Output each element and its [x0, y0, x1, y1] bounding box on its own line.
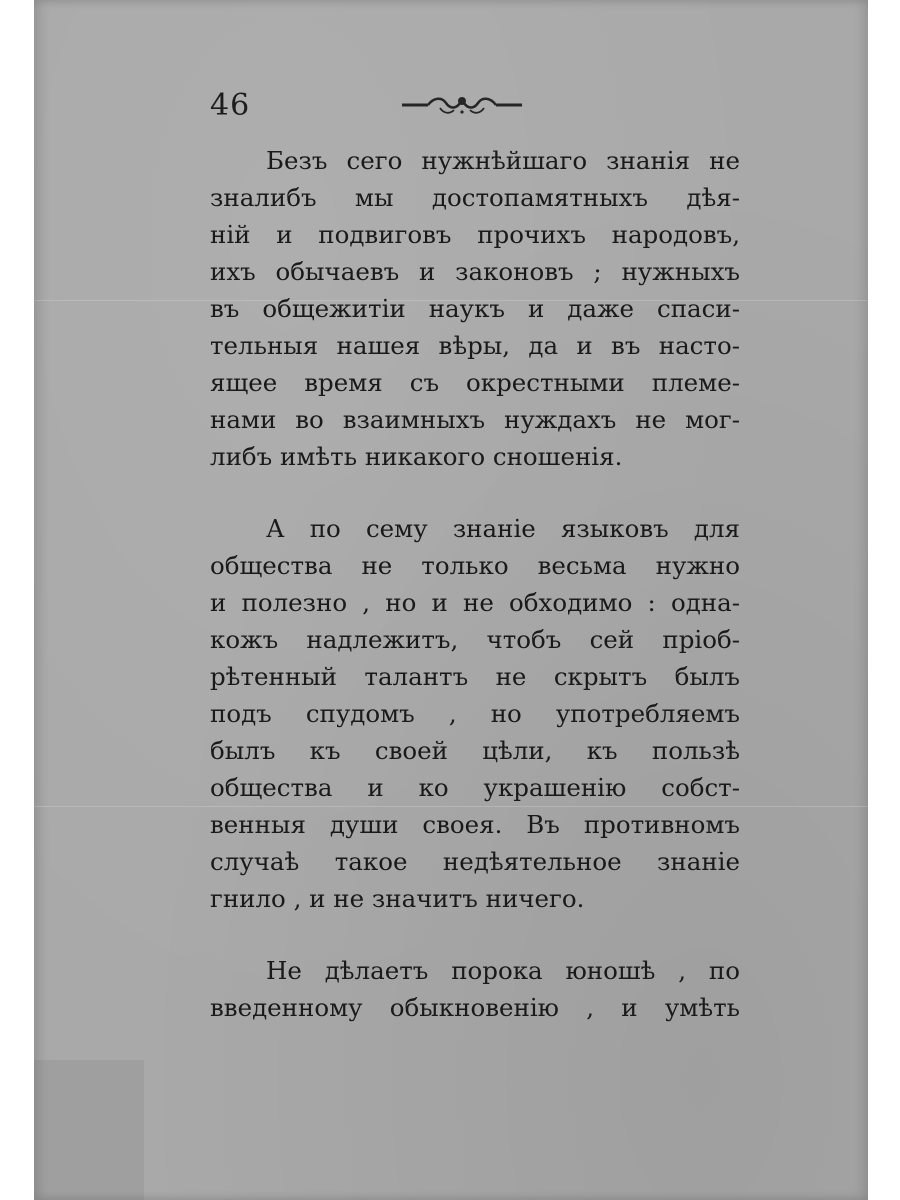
text-line: общества не только весьма нужно — [210, 551, 740, 580]
page-number: 46 — [210, 88, 251, 123]
text-line: ній и подвиговъ прочихъ народовъ, — [210, 220, 740, 249]
text-line: зналибъ мы достопамятныхъ дѣя- — [210, 183, 740, 212]
ornament-headpiece-icon — [400, 92, 524, 118]
text-line: въ общежитіи наукъ и даже спаси- — [210, 294, 740, 323]
paragraph — [210, 510, 740, 917]
text-line: А по сему знаніе языковъ для — [266, 514, 740, 543]
text-line: рѣтенный талантъ не скрытъ былъ — [210, 662, 740, 691]
text-line: гнило , и не значитъ ничего. — [210, 884, 585, 913]
text-line: случаѣ такое недѣятельное знаніе — [210, 847, 740, 876]
text-line: ящее время съ окрестными племе- — [210, 368, 740, 397]
text-line: общества и ко украшенію собст- — [210, 773, 740, 802]
text-line: нами во взаимныхъ нуждахъ не мог- — [210, 405, 740, 434]
text-line: подъ спудомъ , но употребляемъ — [210, 699, 740, 728]
text-line: кожъ надлежитъ, чтобъ сей пріоб- — [210, 625, 740, 654]
paragraph — [210, 142, 740, 475]
text-line: либъ имѣть никакого сношенія. — [210, 442, 623, 471]
text-line: Безъ сего нужнѣйшаго знанія не — [266, 146, 740, 175]
paper-stain — [34, 1060, 144, 1200]
text-line: Не дѣлаетъ порока юношѣ , по — [266, 956, 740, 985]
text-line: венныя души своея. Въ противномъ — [210, 810, 740, 839]
paragraph — [210, 952, 740, 1026]
text-line: введенному обыкновенію , и умѣть — [210, 993, 740, 1022]
text-line: былъ къ своей цѣли, къ пользѣ — [210, 736, 740, 765]
text-line: ихъ обычаевъ и законовъ ; нужныхъ — [210, 257, 740, 286]
text-line: тельныя нашея вѣры, да и въ насто- — [210, 331, 740, 360]
text-line: и полезно , но и не обходимо : одна- — [210, 588, 740, 617]
